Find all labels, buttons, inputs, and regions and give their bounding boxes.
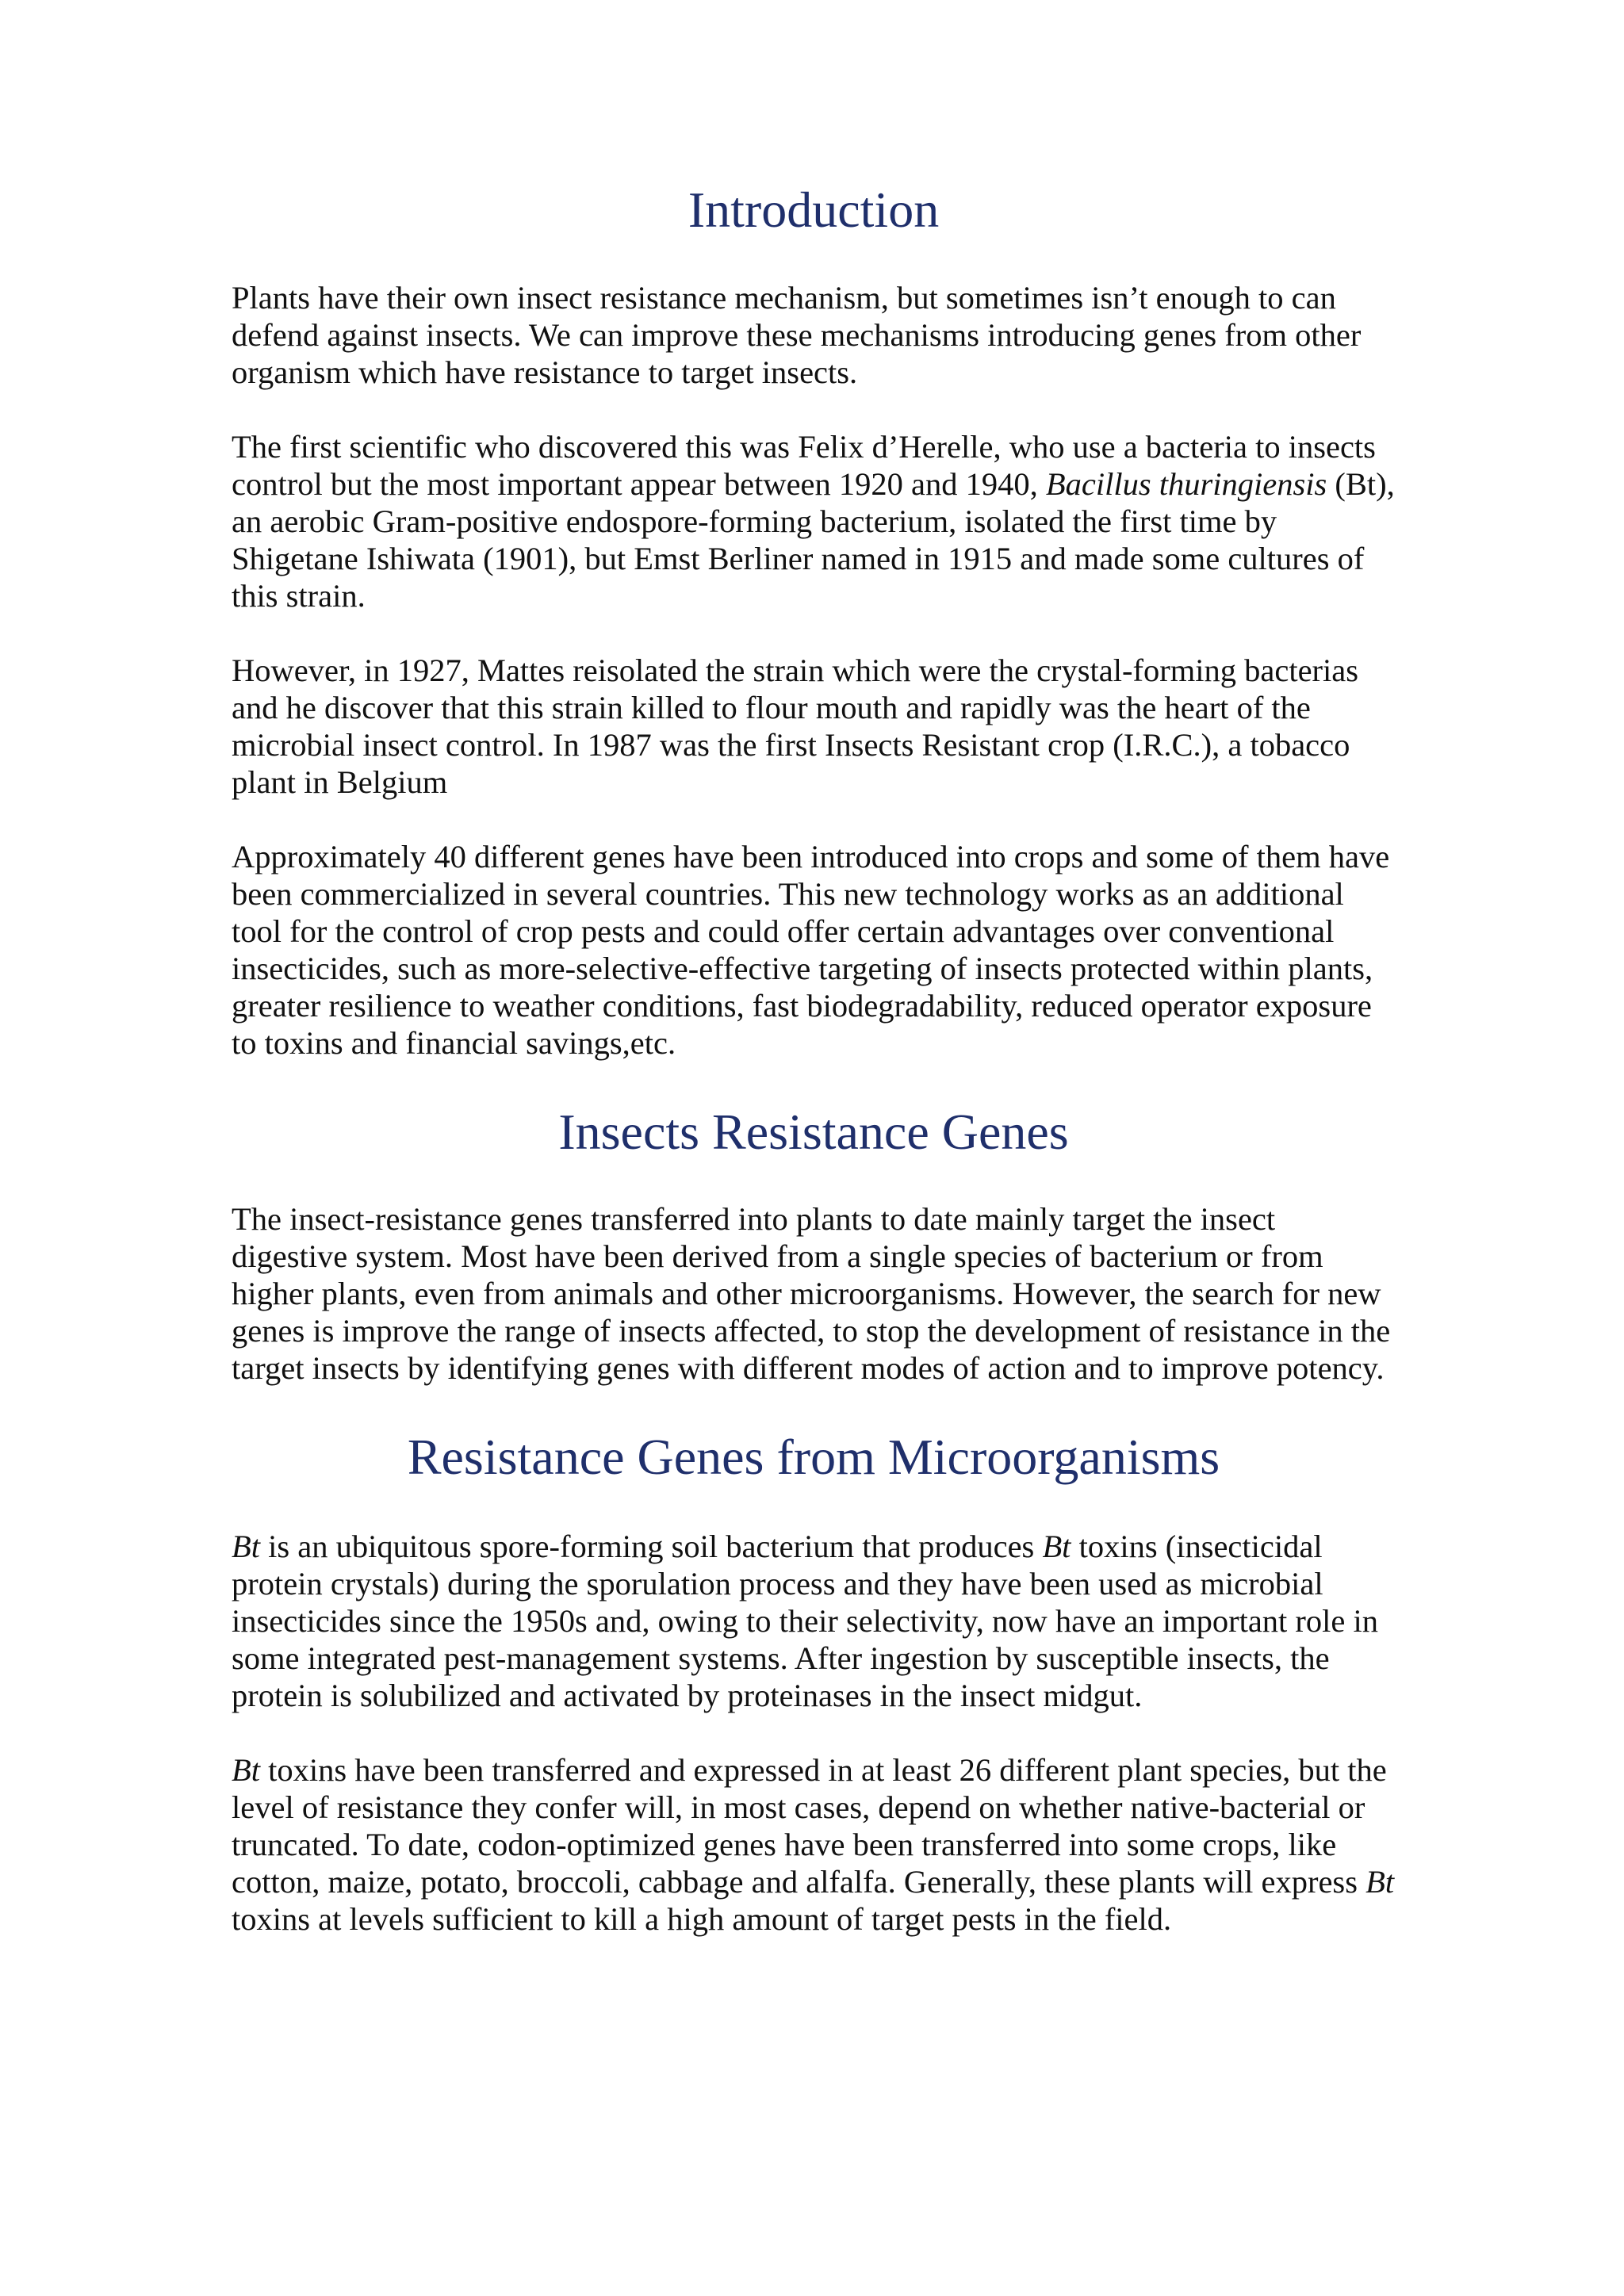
paragraph-intro-3: However, in 1927, Mattes reisolated the strain which were the crystal-forming bacterias and he discover that this strain killed to flour mouth and rapidly was the heart of the microbial insect control. In 1987 was the first Insects Resistant crop (I.R.C.), a tobacco plant in Belgium [232, 652, 1359, 800]
bt-term: Bt [1365, 1863, 1395, 1900]
heading-introduction: Introduction [688, 182, 940, 238]
paragraph-intro-2 [232, 428, 1396, 614]
paragraph-micro-2 [232, 1751, 1396, 1938]
text-run: (Bt), an aerobic Gram-positive endospore-forming bacterium, isolated the first time by Shigetane Ishiwata (1901), but Emst Berliner named in 1915 and made some cultures of this strain. [232, 465, 1395, 614]
text-run: The first scientific who discovered this was Felix d’Herelle, who use a bacteria to insects control but the most important appear between 1920 and 1940, [232, 428, 1376, 502]
text-run: toxins (insecticidal protein crystals) during the sporulation process and they have been used as microbial insecticides since the 1950s and, owing to their selectivity, now have an important role in some integrated pest-management systems. After ingestion by susceptible insects, the protein is solubilized and activated by proteinases in the insect midgut. [232, 1528, 1379, 1713]
paragraph-intro-1: Plants have their own insect resistance mechanism, but sometimes isn’t enough to can defend against insects. We can improve these mechanisms introducing genes from other organism which have resistance to target insects. [232, 279, 1362, 390]
paragraph-micro-1 [232, 1528, 1396, 1714]
species-name: Bacillus thuringiensis [1045, 465, 1327, 502]
paragraph-genes-1: The insect-resistance genes transferred into plants to date mainly target the insect digestive system. Most have been derived from a single species of bacterium or from higher plants, even from animals and other microorganisms. However, the search for new genes is improve the range of insects affected, to stop the development of resistance in the target insects by identifying genes with different modes of action and to improve potency. [232, 1201, 1391, 1387]
bt-term: Bt [1042, 1528, 1071, 1564]
text-run: toxins at levels sufficient to kill a high amount of target pests in the field. [232, 1900, 1172, 1937]
bt-term: Bt [232, 1751, 260, 1788]
heading-resistance-genes-microorganisms: Resistance Genes from Microorganisms [407, 1429, 1220, 1486]
heading-insects-resistance-genes: Insects Resistance Genes [558, 1103, 1069, 1160]
bt-term: Bt [232, 1528, 260, 1564]
text-run: is an ubiquitous spore-forming soil bacterium that produces [260, 1528, 1043, 1564]
document-body [232, 181, 1396, 1938]
text-run: toxins have been transferred and expressed in at least 26 different plant species, but the level of resistance they confer will, in most cases, depend on whether native-bacterial or truncated. To date, codon-optimized genes have been transferred into some crops, like cotton, maize, potato, broccoli, cabbage and alfalfa. Generally, these plants will express [232, 1751, 1387, 1900]
paragraph-intro-4: Approximately 40 different genes have been introduced into crops and some of them have been commercialized in several countries. This new technology works as an additional tool for the control of crop pests and could offer certain advantages over conventional insecticides, such as more-selective-effective targeting of insects protected within plants, greater resilience to weather conditions, fast biodegradability, reduced operator exposure to toxins and financial savings,etc. [232, 838, 1390, 1061]
